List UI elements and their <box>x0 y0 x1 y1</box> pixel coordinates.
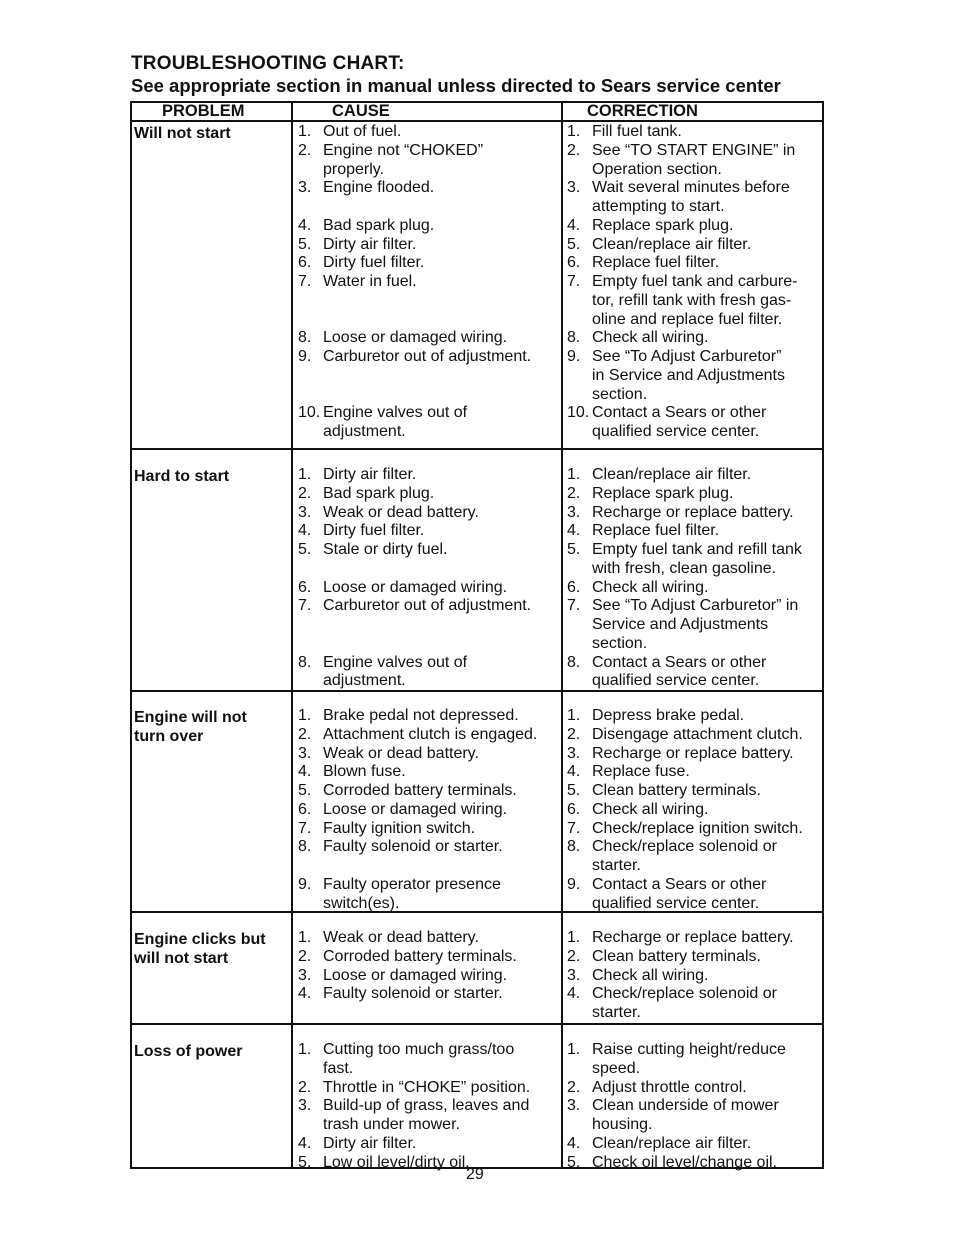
problem-line: Engine clicks but <box>134 931 266 948</box>
cause-text-line: switch(es). <box>323 894 400 912</box>
correction-text-line: tor, refill tank with fresh gas- <box>592 291 792 309</box>
correction-text-line: Check all wiring. <box>592 800 709 818</box>
cause-text-line: Loose or damaged wiring. <box>323 578 508 596</box>
correction-text-line: Check/replace solenoid or <box>592 985 777 1003</box>
correction-text-line: Clean underside of mower <box>592 1097 779 1115</box>
correction-text-line: qualified service center. <box>592 423 760 440</box>
correction-text-line: Replace fuse. <box>592 763 690 781</box>
section-row <box>132 1041 822 1171</box>
correction-text-line: Replace fuel filter. <box>592 522 720 540</box>
correction-number: 4. <box>567 1134 581 1152</box>
correction-number: 8. <box>567 838 581 856</box>
correction-text-line: in Service and Adjustments <box>592 366 785 384</box>
correction-number: 5. <box>567 1153 581 1171</box>
correction-number: 4. <box>567 522 581 540</box>
cause-text-line: Bad spark plug. <box>323 216 435 234</box>
correction-number: 2. <box>567 947 581 965</box>
correction-text-line: See “TO START ENGINE” in <box>592 141 796 159</box>
correction-text-line: Adjust throttle control. <box>592 1078 747 1096</box>
cause-number: 2. <box>298 141 312 159</box>
correction-text-line: Empty fuel tank and carbure- <box>592 273 798 290</box>
troubleshooting-table <box>130 101 824 1169</box>
correction-text-line: Raise cutting height/reduce <box>592 1041 786 1058</box>
correction-number: 1. <box>567 1041 581 1058</box>
cause-text-line: Build-up of grass, leaves and <box>323 1097 530 1115</box>
cause-text-line: Loose or damaged wiring. <box>323 966 508 984</box>
cause-text-line: Low oil level/dirty oil. <box>323 1153 470 1171</box>
problem-line: Hard to start <box>134 468 230 485</box>
cause-text-line: Corroded battery terminals. <box>323 947 517 965</box>
chart-subheading: See appropriate section in manual unless directed to Sears service center <box>131 75 781 96</box>
cause-number: 3. <box>298 179 312 197</box>
problem-line: will not start <box>134 949 229 967</box>
cause-text-line: Engine valves out of <box>323 653 468 671</box>
correction-text-line: Fill fuel tank. <box>592 123 682 140</box>
cause-number: 5. <box>298 1153 312 1171</box>
correction-text-line: Recharge or replace battery. <box>592 503 794 521</box>
correction-number: 1. <box>567 707 581 724</box>
correction-text-line: Check/replace solenoid or <box>592 838 777 856</box>
correction-text-line: See “To Adjust Carburetor” in <box>592 597 799 615</box>
cause-number: 2. <box>298 1078 312 1096</box>
correction-text-line: starter. <box>592 857 641 874</box>
problem-line: Will not start <box>134 125 231 142</box>
section-row <box>132 123 822 449</box>
correction-number: 8. <box>567 329 581 347</box>
table-header <box>132 103 822 122</box>
cause-number: 1. <box>298 707 312 724</box>
cause-number: 4. <box>298 522 312 540</box>
cause-number: 2. <box>298 725 312 743</box>
correction-number: 3. <box>567 1097 581 1115</box>
correction-number: 3. <box>567 744 581 762</box>
correction-text-line: qualified service center. <box>592 894 760 912</box>
correction-text-line: housing. <box>592 1116 653 1133</box>
row-divider <box>132 1023 822 1025</box>
correction-number: 4. <box>567 216 581 234</box>
chart-heading: TROUBLESHOOTING CHART: <box>131 53 405 74</box>
correction-number: 8. <box>567 653 581 671</box>
correction-text-line: Clean battery terminals. <box>592 947 761 965</box>
correction-number: 10. <box>567 404 590 422</box>
cause-number: 2. <box>298 484 312 502</box>
correction-number: 2. <box>567 725 581 743</box>
cause-text-line: Loose or damaged wiring. <box>323 329 508 347</box>
correction-number: 5. <box>567 541 581 558</box>
correction-text-line: Check all wiring. <box>592 966 709 984</box>
cause-text-line: Weak or dead battery. <box>323 744 479 762</box>
correction-text-line: attempting to start. <box>592 198 725 215</box>
correction-text-line: oline and replace fuel filter. <box>592 310 783 328</box>
cause-number: 3. <box>298 744 312 762</box>
cause-number: 1. <box>298 1041 312 1058</box>
correction-text-line: section. <box>592 385 648 403</box>
problem-label <box>134 468 289 487</box>
correction-text-line: Empty fuel tank and refill tank <box>592 541 802 558</box>
cause-number: 4. <box>298 1134 312 1152</box>
column-header-correction: CORRECTION <box>587 102 698 120</box>
cause-text-line: Attachment clutch is engaged. <box>323 725 538 743</box>
correction-number: 3. <box>567 503 581 521</box>
cause-text-line: Engine not “CHOKED” <box>323 141 484 159</box>
cause-text-line: Weak or dead battery. <box>323 503 479 521</box>
cause-text-line: adjustment. <box>323 672 406 690</box>
cause-number: 6. <box>298 800 312 818</box>
cause-text-line: Dirty air filter. <box>323 1134 417 1152</box>
problem-label <box>134 1043 289 1062</box>
cause-number: 1. <box>298 929 312 946</box>
correction-number: 4. <box>567 985 581 1003</box>
problem-line: turn over <box>134 727 204 745</box>
cause-text-line: Throttle in “CHOKE” position. <box>323 1078 531 1096</box>
correction-text-line: Clean/replace air filter. <box>592 235 752 253</box>
cause-text-line: Blown fuse. <box>323 763 406 781</box>
cause-number: 7. <box>298 597 312 615</box>
cause-text-line: Brake pedal not depressed. <box>323 707 519 724</box>
cause-number: 9. <box>298 348 312 365</box>
cause-text-line: properly. <box>323 160 385 178</box>
correction-text-line: Contact a Sears or other <box>592 653 767 671</box>
correction-number: 2. <box>567 1078 581 1096</box>
correction-text-line: Replace spark plug. <box>592 484 734 502</box>
cause-number: 3. <box>298 966 312 984</box>
cause-text-line: adjustment. <box>323 423 406 440</box>
row-divider <box>132 690 822 692</box>
correction-number: 6. <box>567 800 581 818</box>
correction-text-line: Replace spark plug. <box>592 216 734 234</box>
problem-line: Engine will not <box>134 709 247 726</box>
cause-text-line: Engine flooded. <box>323 179 435 197</box>
cause-text-line: Bad spark plug. <box>323 484 435 502</box>
cause-text-line: Carburetor out of adjustment. <box>323 348 532 365</box>
correction-text-line: Contact a Sears or other <box>592 875 767 893</box>
cause-number: 4. <box>298 985 312 1003</box>
correction-text-line: Replace fuel filter. <box>592 254 720 272</box>
cause-number: 4. <box>298 763 312 781</box>
correction-text-line: See “To Adjust Carburetor” <box>592 348 782 365</box>
correction-number: 1. <box>567 123 581 140</box>
cause-number: 3. <box>298 1097 312 1115</box>
cause-text-line: Dirty air filter. <box>323 466 417 483</box>
correction-text-line: qualified service center. <box>592 672 760 690</box>
problem-label <box>134 931 289 968</box>
correction-text-line: Contact a Sears or other <box>592 404 767 422</box>
correction-number: 7. <box>567 273 581 290</box>
correction-number: 3. <box>567 966 581 984</box>
problem-line: Loss of power <box>134 1043 243 1060</box>
cause-number: 8. <box>298 653 312 671</box>
correction-number: 7. <box>567 597 581 615</box>
cause-number: 8. <box>298 838 312 856</box>
cause-text-line: Dirty air filter. <box>323 235 417 253</box>
cause-number: 8. <box>298 329 312 347</box>
cause-number: 6. <box>298 578 312 596</box>
cause-text-line: Carburetor out of adjustment. <box>323 597 532 615</box>
correction-number: 3. <box>567 179 581 197</box>
correction-number: 1. <box>567 466 581 483</box>
correction-text-line: Clean battery terminals. <box>592 782 761 799</box>
cause-number: 6. <box>298 254 312 272</box>
page-number: 29 <box>466 1166 484 1183</box>
cause-number: 7. <box>298 273 312 290</box>
cause-number: 4. <box>298 216 312 234</box>
cause-number: 10. <box>298 404 321 422</box>
cause-number: 5. <box>298 782 312 799</box>
cause-text-line: Dirty fuel filter. <box>323 254 425 272</box>
section-row <box>132 707 822 912</box>
section-row <box>132 466 822 691</box>
correction-number: 9. <box>567 875 581 893</box>
correction-text-line: Clean/replace air filter. <box>592 1134 752 1152</box>
column-header-problem: PROBLEM <box>162 102 245 120</box>
cause-text-line: Faulty solenoid or starter. <box>323 838 503 856</box>
correction-text-line: Check all wiring. <box>592 578 709 596</box>
correction-text-line: Disengage attachment clutch. <box>592 725 803 743</box>
cause-number: 7. <box>298 819 312 837</box>
cause-number: 5. <box>298 235 312 253</box>
cause-text-line: Out of fuel. <box>323 123 402 140</box>
cause-text-line: Corroded battery terminals. <box>323 782 517 799</box>
cause-text-line: Dirty fuel filter. <box>323 522 425 540</box>
cause-text-line: fast. <box>323 1059 354 1077</box>
row-divider <box>132 911 822 913</box>
correction-text-line: Operation section. <box>592 160 722 178</box>
correction-text-line: starter. <box>592 1004 641 1021</box>
correction-number: 1. <box>567 929 581 946</box>
cause-text-line: Faulty ignition switch. <box>323 819 476 837</box>
correction-number: 6. <box>567 578 581 596</box>
correction-text-line: Service and Adjustments <box>592 616 769 633</box>
correction-number: 7. <box>567 819 581 837</box>
cause-number: 3. <box>298 503 312 521</box>
cause-text-line: Weak or dead battery. <box>323 929 479 946</box>
correction-text-line: Check oil level/change oil. <box>592 1153 777 1171</box>
correction-text-line: Check all wiring. <box>592 329 709 347</box>
correction-number: 6. <box>567 254 581 272</box>
correction-text-line: Check/replace ignition switch. <box>592 819 803 837</box>
correction-text-line: Clean/replace air filter. <box>592 466 752 483</box>
cause-number: 1. <box>298 466 312 483</box>
correction-text-line: Depress brake pedal. <box>592 707 745 724</box>
cause-number: 5. <box>298 541 312 558</box>
cause-text-line: Cutting too much grass/too <box>323 1041 515 1058</box>
cause-text-line: Water in fuel. <box>323 273 417 290</box>
cause-text-line: trash under mower. <box>323 1116 460 1133</box>
problem-label <box>134 125 289 144</box>
cause-number: 1. <box>298 123 312 140</box>
correction-number: 5. <box>567 782 581 799</box>
cause-text-line: Loose or damaged wiring. <box>323 800 508 818</box>
correction-text-line: section. <box>592 634 648 652</box>
correction-text-line: Recharge or replace battery. <box>592 929 794 946</box>
cause-text-line: Engine valves out of <box>323 404 468 422</box>
correction-text-line: with fresh, clean gasoline. <box>592 559 777 577</box>
correction-number: 9. <box>567 348 581 365</box>
column-header-cause: CAUSE <box>332 102 390 120</box>
section-row <box>132 929 822 1024</box>
cause-text-line: Faulty solenoid or starter. <box>323 985 503 1003</box>
cause-text-line: Stale or dirty fuel. <box>323 541 448 558</box>
correction-text-line: Recharge or replace battery. <box>592 744 794 762</box>
cause-number: 2. <box>298 947 312 965</box>
cause-number: 9. <box>298 875 312 893</box>
correction-number: 5. <box>567 235 581 253</box>
correction-text-line: speed. <box>592 1059 641 1077</box>
correction-text-line: Wait several minutes before <box>592 179 790 197</box>
correction-number: 2. <box>567 141 581 159</box>
cause-text-line: Faulty operator presence <box>323 875 501 893</box>
correction-number: 4. <box>567 763 581 781</box>
problem-label <box>134 709 289 746</box>
correction-number: 2. <box>567 484 581 502</box>
row-divider <box>132 448 822 450</box>
